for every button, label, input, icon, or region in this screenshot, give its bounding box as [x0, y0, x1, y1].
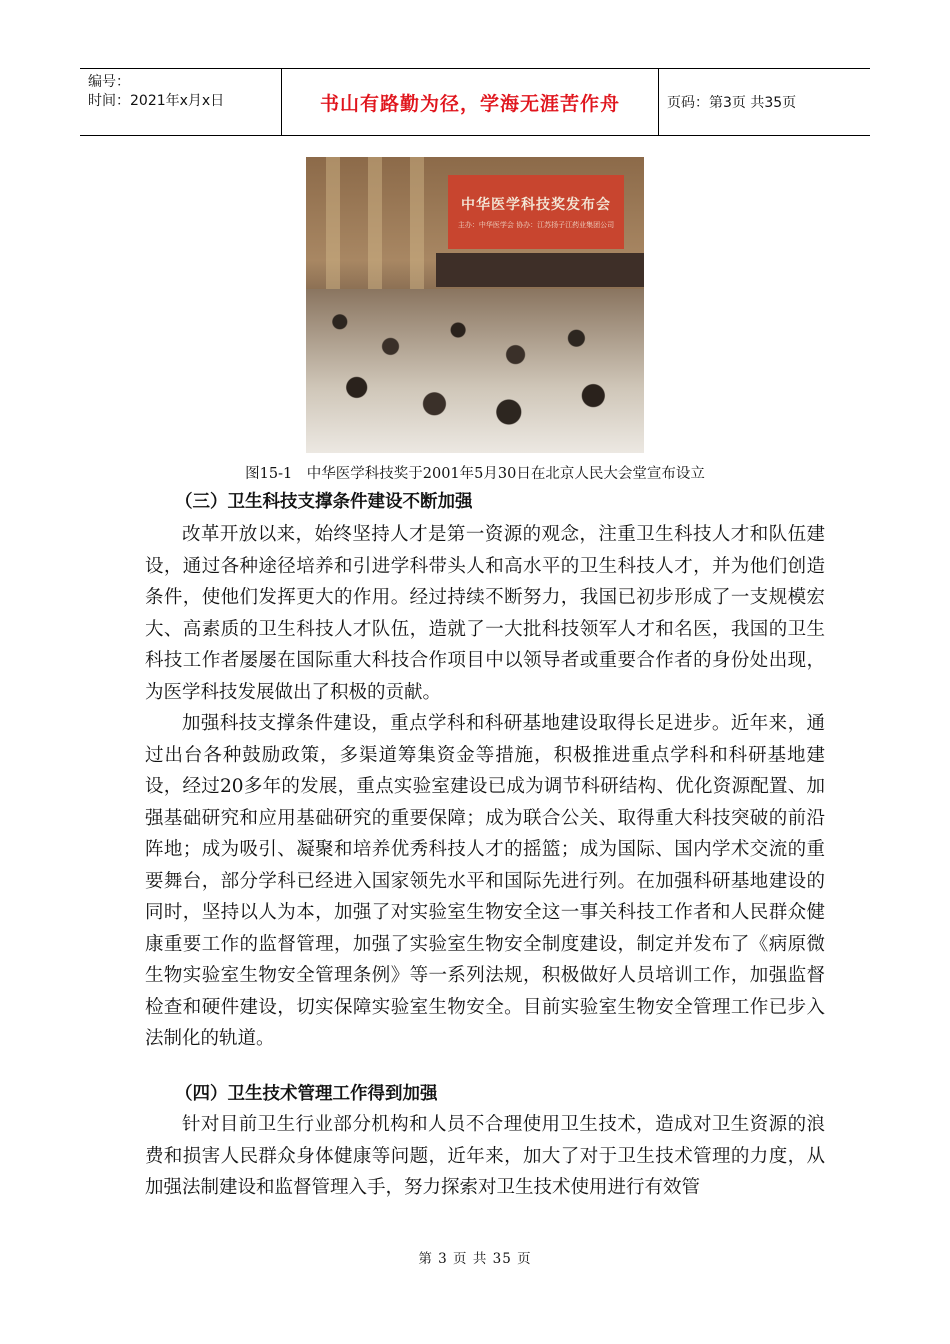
section-4-paragraph-1: 针对目前卫生行业部分机构和人员不合理使用卫生技术，造成对卫生资源的浪费和损害人民群众身体健康等问题，近年来，加大了对于卫生技术管理的力度，从加强法制建设和监督管理入手，努力探索对卫生技术使用进行有效管 [145, 1114, 825, 1198]
header-page-code: 页码：第3页 共35页 [667, 95, 797, 111]
section-3-heading: （三）卫生科技支撑条件建设不断加强 [175, 492, 473, 512]
stage-table [436, 253, 644, 287]
section-3-body [145, 519, 825, 1055]
document-number-label: 编号： [88, 74, 130, 90]
section-3-paragraph-2: 加强科技支撑条件建设，重点学科和科研基地建设取得长足进步。近年来，通过出台各种鼓励政策，多渠道筹集资金等措施，积极推进重点学科和科研基地建设，经过20多年的发展，重点实验室建设已成为调节科研结构、优化资源配置、加强基础研究和应用基础研究的重要保障；成为联合公关、取得重大科技突破的前沿阵地；成为吸引、凝聚和培养优秀科技人才的摇篮；成为国际、国内学术交流的重要舞台，部分学科已经进入国家领先水平和国际先进行列。在加强科研基地建设的同时，坚持以人为本，加强了对实验室生物安全这一事关科技工作者和人民群众健康重要工作的监督管理，加强了实验室生物安全制度建设，制定并发布了《病原微生物实验室生物安全管理条例》等一系列法规，积极做好人员培训工作，加强监督检查和硬件建设，切实保障实验室生物安全。目前实验室生物安全管理工作已步入法制化的轨道。 [145, 713, 825, 1049]
section-4-heading: （四）卫生技术管理工作得到加强 [175, 1084, 438, 1104]
banner-subtitle: 主办：中华医学会 协办：江苏扬子江药业集团公司 [457, 221, 615, 229]
section-4-body [145, 1109, 825, 1204]
banner-title: 中华医学科技奖发布会 [461, 197, 611, 213]
conference-banner [448, 175, 624, 249]
page-footer: 第 3 页 共 35 页 [418, 1251, 532, 1267]
header-meta [80, 69, 282, 135]
page-header [80, 68, 870, 136]
audience [306, 289, 644, 453]
section-3-heading-wrap [145, 488, 825, 513]
conference-photo [306, 157, 644, 453]
section-3-paragraph-1: 改革开放以来，始终坚持人才是第一资源的观念，注重卫生科技人才和队伍建设，通过各种途径培养和引进学科带头人和高水平的卫生科技人才，并为他们创造条件，使他们发挥更大的作用。经过持续不断努力，我国已初步形成了一支规模宏大、高素质的卫生科技人才队伍，造就了一大批科技领军人才和名医，我国的卫生科技工作者屡屡在国际重大科技合作项目中以领导者或重要合作者的身份处出现，为医学科技发展做出了积极的贡献。 [145, 524, 825, 703]
section-4-heading-wrap [145, 1080, 825, 1105]
figure-caption: 图15-1 中华医学科技奖于2001年5月30日在北京人民大会堂宣布设立 [245, 466, 705, 482]
header-motto: 书山有路勤为径，学海无涯苦作舟 [282, 69, 659, 135]
document-time-label: 时间：2021年x月x日 [88, 93, 225, 109]
